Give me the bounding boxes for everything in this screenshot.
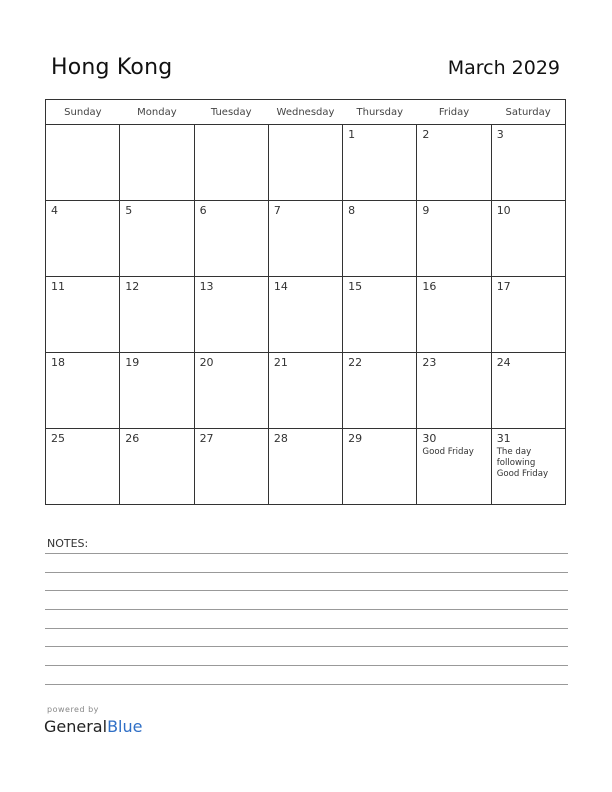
notes-label: NOTES:: [47, 537, 89, 550]
note-line: [45, 609, 568, 610]
holiday-label: Good Friday: [422, 447, 474, 457]
day-number: 26: [125, 432, 140, 445]
day-cell: [46, 201, 120, 277]
day-number: 11: [51, 280, 65, 293]
holiday-label: The day following Good Friday: [496, 447, 549, 479]
day-number: 29: [348, 432, 363, 445]
day-cell: [194, 201, 268, 277]
note-line: [45, 628, 568, 629]
powered-by-text: powered by: [47, 705, 99, 714]
day-number: 27: [199, 432, 214, 445]
day-cell: [46, 353, 120, 429]
weekday-header-row: [46, 100, 566, 125]
week-row: [46, 429, 566, 505]
day-cell: [120, 353, 194, 429]
day-cell: [417, 201, 491, 277]
day-number: 13: [199, 280, 214, 293]
day-number: 30: [422, 432, 437, 445]
day-number: 22: [348, 356, 363, 369]
weekday-header: Sunday: [46, 100, 120, 125]
day-cell: [194, 353, 268, 429]
day-cell: [194, 429, 268, 505]
day-cell: [46, 125, 120, 201]
calendar-month-title: March 2029: [447, 57, 560, 79]
day-number: 25: [51, 432, 65, 445]
day-cell: [343, 277, 417, 353]
day-cell: [343, 201, 417, 277]
week-row: [46, 201, 566, 277]
day-cell: [46, 429, 120, 505]
day-number: 15: [348, 280, 363, 293]
day-cell: [268, 201, 342, 277]
day-number: 20: [199, 356, 214, 369]
calendar-country-title: Hong Kong: [51, 55, 173, 80]
day-number: 31: [496, 432, 511, 445]
day-number: 1: [348, 128, 356, 141]
logo-text-blue: Blue: [107, 717, 143, 736]
day-number: 28: [273, 432, 288, 445]
weekday-header: Monday: [120, 100, 194, 125]
day-cell: [268, 353, 342, 429]
generalblue-logo: [44, 717, 142, 736]
day-cell: [417, 277, 491, 353]
day-cell: [491, 429, 565, 505]
day-number: 24: [496, 356, 511, 369]
day-cell: [491, 353, 565, 429]
day-cell: [417, 353, 491, 429]
day-cell: [120, 125, 194, 201]
note-line: [45, 684, 568, 685]
day-number: 12: [125, 280, 140, 293]
note-line: [45, 646, 568, 647]
day-number: 21: [273, 356, 288, 369]
note-line: [45, 553, 568, 554]
day-cell: [268, 277, 342, 353]
week-row: [46, 353, 566, 429]
day-number: 10: [496, 204, 511, 217]
weekday-header: Friday: [417, 100, 491, 125]
note-line: [45, 665, 568, 666]
day-cell: [120, 277, 194, 353]
day-number: 23: [422, 356, 437, 369]
day-cell: [194, 125, 268, 201]
day-number: 6: [199, 204, 207, 217]
weekday-header: Thursday: [343, 100, 417, 125]
day-cell: [46, 277, 120, 353]
day-cell: [491, 201, 565, 277]
day-number: 5: [125, 204, 133, 217]
day-cell: [417, 125, 491, 201]
note-line: [45, 572, 568, 573]
day-cell: [120, 201, 194, 277]
day-number: 18: [51, 356, 65, 369]
day-number: 3: [496, 128, 504, 141]
day-number: 2: [422, 128, 430, 141]
day-number: 8: [348, 204, 356, 217]
day-cell: [268, 125, 342, 201]
week-row: [46, 277, 566, 353]
week-row: [46, 125, 566, 201]
note-line: [45, 590, 568, 591]
day-cell: [194, 277, 268, 353]
day-number: 4: [51, 204, 58, 217]
weekday-header: Saturday: [491, 100, 565, 125]
day-cell: [417, 429, 491, 505]
day-cell: [491, 277, 565, 353]
logo-text-general: General: [44, 717, 108, 736]
day-cell: [343, 429, 417, 505]
weekday-header: Wednesday: [268, 100, 342, 125]
day-number: 14: [273, 280, 288, 293]
day-number: 16: [422, 280, 437, 293]
calendar-grid: [45, 99, 566, 505]
day-number: 19: [125, 356, 140, 369]
day-cell: [343, 353, 417, 429]
day-number: 9: [422, 204, 430, 217]
day-number: 17: [496, 280, 511, 293]
day-cell: [343, 125, 417, 201]
weekday-header: Tuesday: [194, 100, 268, 125]
day-number: 7: [273, 204, 281, 217]
day-cell: [120, 429, 194, 505]
day-cell: [268, 429, 342, 505]
day-cell: [491, 125, 565, 201]
